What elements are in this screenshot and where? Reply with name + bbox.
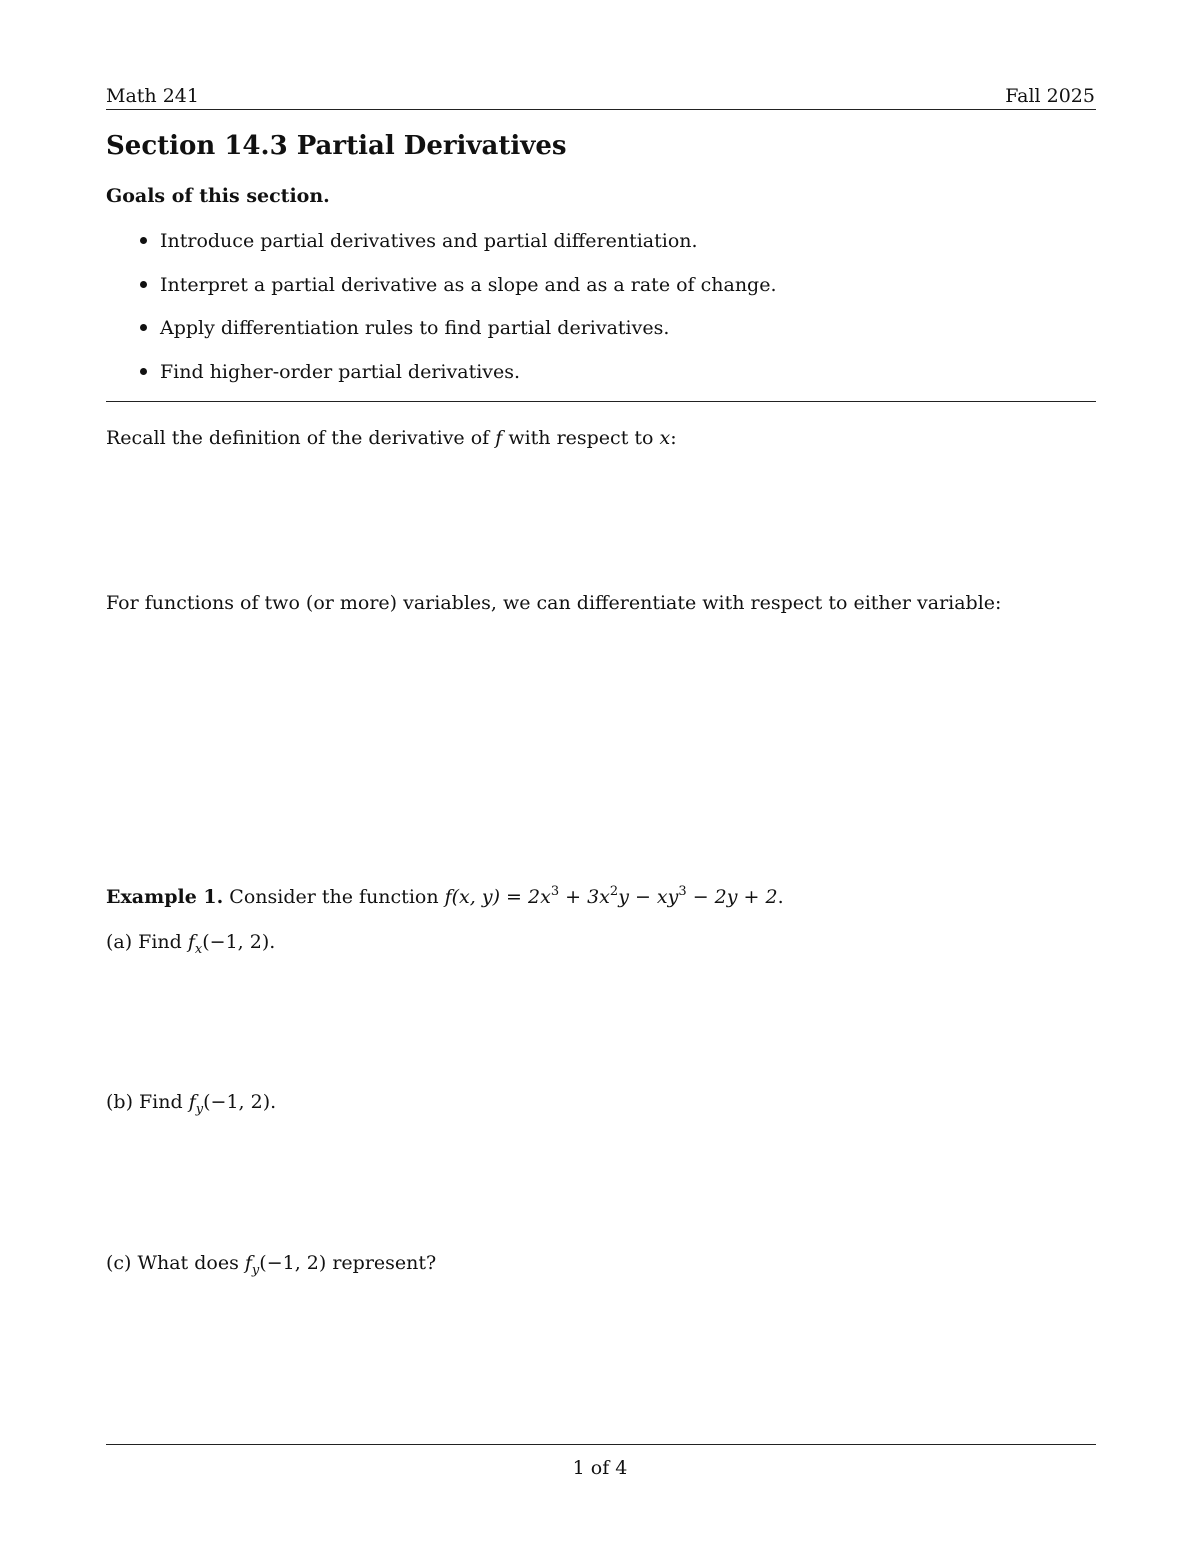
part-subscript: y — [195, 1102, 204, 1117]
example-intro: Consider the function — [223, 886, 445, 908]
page-number: 1 of 4 — [572, 1457, 628, 1479]
goal-text: Interpret a partial derivative as a slope and as a rate of change. — [160, 273, 777, 296]
part-fn: f — [188, 1091, 196, 1113]
recall-text-after: : — [670, 427, 677, 449]
bullet-icon — [140, 237, 147, 244]
recall-var-f: f — [495, 427, 503, 449]
course-header: Math 241 — [106, 85, 199, 107]
header-rule — [106, 109, 1096, 110]
function-lhs: f(x, y) = 2x — [444, 886, 551, 908]
function-term: y − xy — [618, 886, 679, 908]
bullet-icon — [140, 324, 147, 331]
functions-prompt: For functions of two (or more) variables, we can differentiate with respect to either variable: — [106, 592, 1002, 614]
term-header: Fall 2025 — [1005, 85, 1095, 107]
example-statement — [106, 884, 784, 910]
exponent: 2 — [609, 884, 619, 899]
example-part-c — [106, 1250, 436, 1276]
bullet-icon — [140, 281, 147, 288]
part-post: represent? — [326, 1252, 437, 1274]
example-part-b — [106, 1089, 276, 1115]
goals-divider — [106, 401, 1096, 402]
part-label: (c) — [106, 1252, 132, 1274]
recall-var-x: x — [659, 427, 671, 449]
recall-prompt — [106, 425, 677, 451]
exponent: 3 — [550, 884, 560, 899]
part-subscript: y — [251, 1263, 260, 1278]
part-args: (−1, 2) — [259, 1252, 327, 1274]
part-label: (a) — [106, 931, 133, 953]
goals-list — [136, 228, 777, 402]
part-fn: f — [187, 931, 195, 953]
goal-text: Find higher-order partial derivatives. — [160, 360, 521, 383]
exponent: 3 — [678, 884, 687, 899]
goal-text: Introduce partial derivatives and partial differentiation. — [160, 230, 698, 252]
goal-item — [136, 272, 777, 298]
goal-item — [136, 228, 777, 254]
goal-text: Apply differentiation rules to find partial derivatives. — [160, 317, 670, 339]
example-part-a — [106, 929, 275, 955]
function-term: + 3x — [559, 886, 610, 908]
section-title: Section 14.3 Partial Derivatives — [106, 131, 567, 161]
goal-item — [136, 315, 777, 341]
part-fn: f — [244, 1252, 252, 1274]
goals-heading: Goals of this section. — [106, 185, 330, 207]
part-args: (−1, 2) — [202, 931, 270, 953]
function-term: − 2y + 2 — [686, 886, 778, 908]
bullet-icon — [140, 368, 147, 375]
part-prompt: Find — [139, 1091, 189, 1113]
part-post: . — [270, 1091, 277, 1113]
example-end: . — [777, 886, 784, 908]
recall-text-middle: with respect to — [502, 427, 660, 449]
example-label: Example 1. — [106, 886, 224, 908]
footer-rule — [106, 1444, 1096, 1445]
recall-text-before: Recall the definition of the derivative of — [106, 427, 496, 449]
part-subscript: x — [194, 942, 203, 957]
part-prompt: Find — [138, 931, 188, 953]
part-args: (−1, 2) — [203, 1091, 271, 1113]
part-post: . — [269, 931, 276, 953]
part-label: (b) — [106, 1091, 133, 1113]
part-prompt: What does — [137, 1252, 245, 1274]
goal-item — [136, 359, 777, 385]
